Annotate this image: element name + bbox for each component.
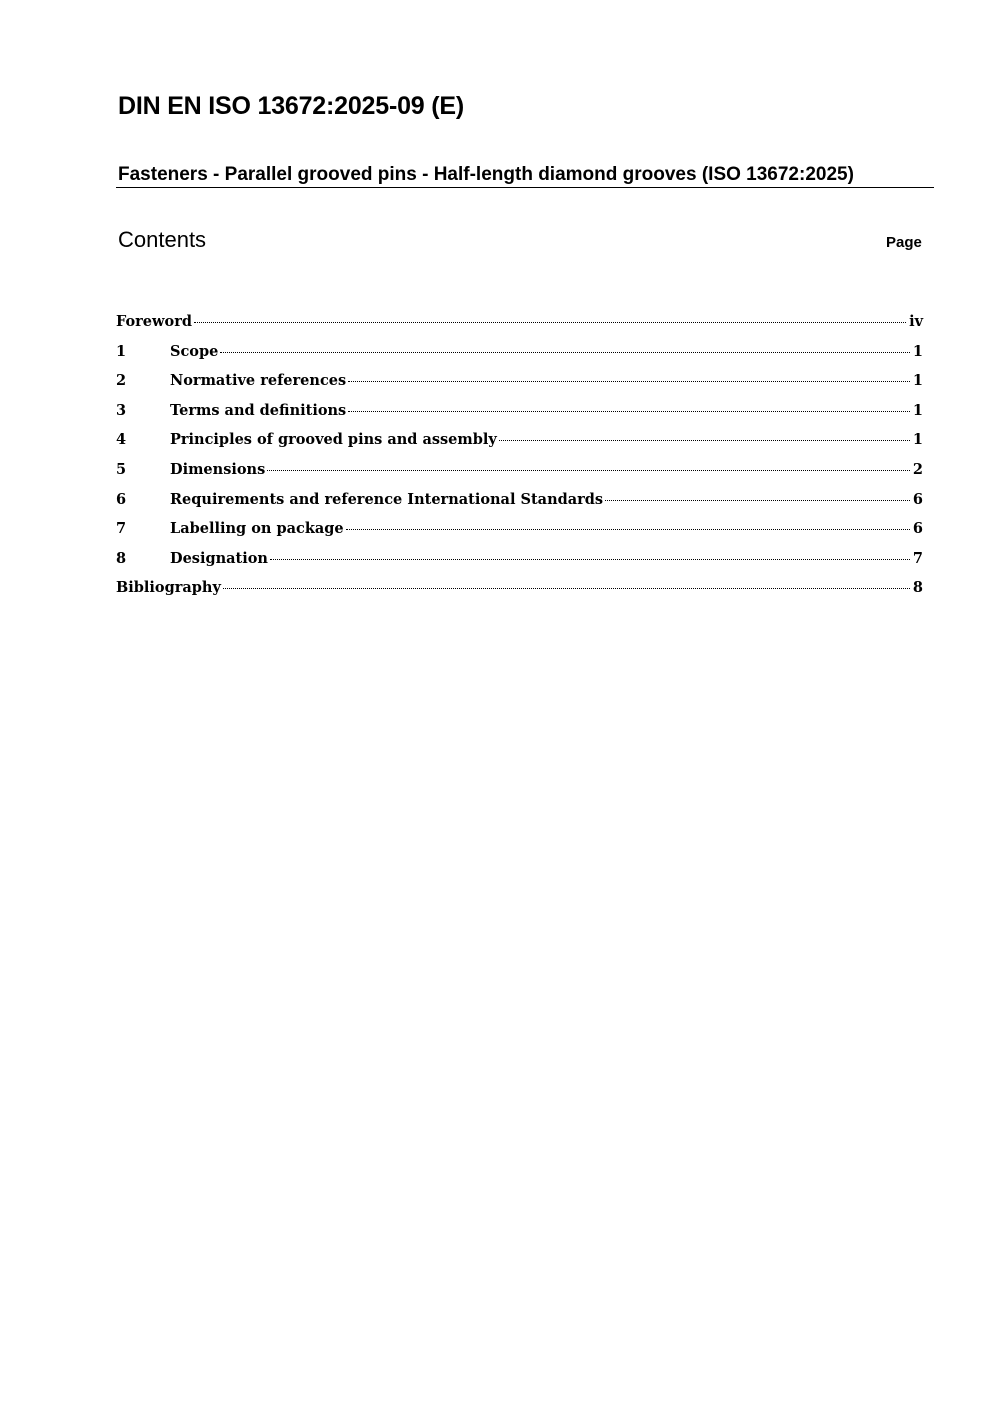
document-title: Fasteners - Parallel grooved pins - Half-length diamond grooves (ISO 13672:2025) (116, 162, 934, 188)
table-of-contents (116, 313, 923, 609)
toc-dot-leader (270, 559, 910, 560)
toc-entry-bibliography[interactable] (116, 579, 923, 609)
toc-entry-label: Foreword (116, 313, 192, 330)
contents-heading: Contents (118, 227, 207, 252)
toc-entry-number: 5 (116, 460, 127, 478)
toc-entry-page: 2 (912, 460, 923, 478)
toc-entry-label: Bibliography (116, 579, 221, 597)
toc-entry-page: 1 (912, 401, 923, 419)
toc-dot-leader (267, 470, 910, 471)
toc-entry-page: 1 (912, 342, 923, 360)
toc-entry-labelling-on-package[interactable] (116, 520, 923, 550)
toc-dot-leader (605, 500, 910, 501)
toc-entry-normative-references[interactable] (116, 372, 923, 402)
toc-entry-page: iv (909, 313, 923, 330)
toc-entry-terms-and-definitions[interactable] (116, 402, 923, 432)
toc-dot-leader (348, 381, 910, 382)
toc-dot-leader (346, 529, 910, 530)
toc-dot-leader (223, 588, 910, 589)
toc-entry-designation[interactable] (116, 550, 923, 580)
toc-entry-page: 7 (912, 549, 923, 567)
toc-entry-label: Requirements and reference International Standards (170, 490, 604, 508)
toc-entry-page: 6 (912, 520, 923, 538)
toc-entry-label: Normative references (170, 372, 347, 390)
toc-entry-scope[interactable] (116, 343, 923, 373)
toc-entry-page: 1 (912, 431, 923, 449)
toc-entry-page: 8 (912, 579, 923, 597)
toc-entry-number: 1 (116, 342, 127, 360)
document-id: DIN EN ISO 13672:2025-09 (E) (118, 92, 464, 120)
toc-entry-number: 8 (116, 549, 127, 567)
toc-entry-number: 3 (116, 401, 127, 419)
toc-entry-number: 2 (116, 372, 127, 390)
toc-entry-page: 1 (912, 372, 923, 390)
toc-entry-label: Principles of grooved pins and assembly (170, 431, 497, 449)
toc-entry-label: Scope (170, 342, 219, 360)
toc-dot-leader (499, 440, 910, 441)
toc-dot-leader (348, 411, 910, 412)
toc-entry-number: 6 (116, 490, 127, 508)
toc-entry-label: Terms and definitions (170, 401, 347, 419)
toc-entry-number: 4 (116, 431, 127, 449)
toc-entry-page: 6 (912, 490, 923, 508)
toc-entry-foreword[interactable] (116, 313, 923, 343)
toc-entry-label: Designation (170, 549, 268, 567)
toc-dot-leader (220, 352, 910, 353)
toc-dot-leader (194, 322, 906, 323)
toc-entry-label: Dimensions (170, 460, 266, 478)
toc-entry-label: Labelling on package (170, 520, 344, 538)
toc-entry-principles[interactable] (116, 431, 923, 461)
toc-entry-number: 7 (116, 520, 127, 538)
toc-entry-dimensions[interactable] (116, 461, 923, 491)
page-column-heading: Page (886, 234, 922, 251)
toc-entry-requirements[interactable] (116, 491, 923, 521)
